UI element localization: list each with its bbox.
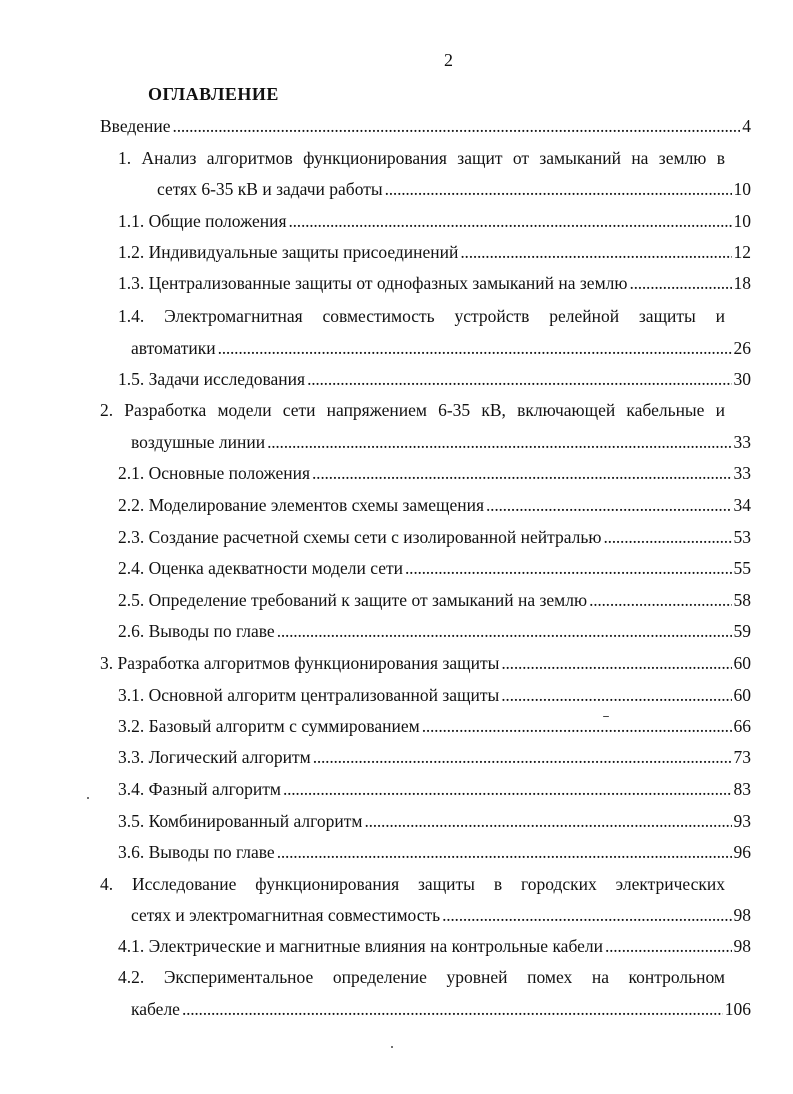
- dot-leader: [385, 178, 732, 200]
- toc-entry-page: 30: [733, 369, 751, 389]
- toc-entry-title: 3.2. Базовый алгоритм с суммированием: [118, 716, 420, 736]
- toc-entry-1-1[interactable]: [118, 210, 751, 232]
- dot-leader: [603, 526, 731, 548]
- toc-entry-page: 53: [733, 527, 751, 547]
- toc-entry-title: 2.3. Создание расчетной схемы сети с изолированной нейтралью: [118, 527, 602, 547]
- dot-leader: [589, 589, 731, 611]
- toc-entry-title: 2.4. Оценка адекватности модели сети: [118, 558, 404, 578]
- toc-entry-2-1[interactable]: [118, 462, 751, 484]
- toc-entry-1-2[interactable]: [118, 241, 751, 263]
- toc-entry-4-1[interactable]: [118, 935, 751, 957]
- toc-entry-page: 59: [733, 621, 751, 641]
- toc-entry-chapter-4-cont[interactable]: [131, 904, 751, 926]
- toc-entry-title: 1.1. Общие положения: [118, 211, 287, 231]
- dot-leader: [501, 684, 731, 706]
- toc-entry-intro[interactable]: [100, 115, 751, 137]
- toc-entry-1-4-cont[interactable]: [131, 337, 751, 359]
- toc-entry-title: 3.6. Выводы по главе: [118, 842, 275, 862]
- toc-entry-title-continued: автоматики: [131, 338, 216, 358]
- dot-leader: [182, 998, 723, 1020]
- toc-entry-page: 66: [733, 716, 751, 736]
- toc-entry-chapter-4[interactable]: [100, 873, 725, 895]
- toc-entry-title: 4.2. Экспериментальное определение уровней помех на контрольном: [118, 967, 725, 987]
- toc-entry-page: 60: [733, 685, 751, 705]
- dot-leader: [442, 904, 731, 926]
- dot-leader: [283, 778, 732, 800]
- toc-heading: ОГЛАВЛЕНИЕ: [148, 84, 279, 104]
- toc-entry-page: 33: [733, 432, 751, 452]
- toc-entry-2-5[interactable]: [118, 589, 751, 611]
- toc-entry-chapter-1-cont[interactable]: [157, 178, 751, 200]
- toc-entry-4-2-cont[interactable]: [131, 998, 751, 1020]
- dot-leader: [312, 462, 731, 484]
- dot-leader: [501, 652, 731, 674]
- toc-entry-3-4[interactable]: [118, 778, 751, 800]
- toc-entry-page: 73: [733, 747, 751, 767]
- toc-entry-title: 3.1. Основной алгоритм централизованной защиты: [118, 685, 500, 705]
- toc-entry-1-4[interactable]: [118, 305, 725, 327]
- page-number: 2: [444, 50, 453, 70]
- toc-entry-title: 1. Анализ алгоритмов функционирования защит от замыканий на землю в: [118, 148, 725, 168]
- toc-entry-page: 10: [733, 179, 751, 199]
- scan-speck: [87, 797, 89, 799]
- toc-entry-title: 1.5. Задачи исследования: [118, 369, 306, 389]
- toc-entry-chapter-2-cont[interactable]: [131, 431, 751, 453]
- toc-entry-page: 98: [733, 905, 751, 925]
- scan-speck: [391, 1046, 393, 1048]
- dot-leader: [277, 620, 732, 642]
- toc-entry-3-1[interactable]: [118, 684, 751, 706]
- toc-entry-chapter-2[interactable]: [100, 399, 725, 421]
- toc-entry-chapter-3[interactable]: [100, 652, 751, 674]
- toc-entry-4-2[interactable]: [118, 966, 725, 988]
- toc-entry-1-5[interactable]: [118, 368, 751, 390]
- dot-leader: [313, 746, 732, 768]
- toc-entry-title: Введение: [100, 116, 171, 136]
- scan-speck: [603, 716, 609, 717]
- toc-entry-2-4[interactable]: [118, 557, 751, 579]
- dot-leader: [364, 810, 731, 832]
- toc-entry-title: 3.3. Логический алгоритм: [118, 747, 311, 767]
- toc-entry-page: 83: [733, 779, 751, 799]
- toc-entry-title: 3. Разработка алгоритмов функционирования защиты: [100, 653, 500, 673]
- toc-entry-title: 2.6. Выводы по главе: [118, 621, 275, 641]
- toc-entry-title: 3.4. Фазный алгоритм: [118, 779, 281, 799]
- dot-leader: [486, 494, 731, 516]
- toc-entry-2-2[interactable]: [118, 494, 751, 516]
- dot-leader: [307, 368, 731, 390]
- toc-entry-page: 58: [733, 590, 751, 610]
- toc-entry-page: 96: [733, 842, 751, 862]
- toc-entry-page: 60: [733, 653, 751, 673]
- toc-entry-title: 1.4. Электромагнитная совместимость устройств релейной защиты и: [118, 306, 725, 326]
- toc-entry-title-continued: кабеле: [131, 999, 180, 1019]
- dot-leader: [405, 557, 731, 579]
- dot-leader: [422, 715, 732, 737]
- toc-entry-page: 106: [724, 999, 751, 1019]
- toc-entry-page: 10: [733, 211, 751, 231]
- toc-entry-title: 1.3. Централизованные защиты от однофазных замыканий на землю: [118, 273, 628, 293]
- toc-entry-page: 26: [733, 338, 751, 358]
- toc-entry-page: 34: [733, 495, 751, 515]
- toc-entry-page: 55: [733, 558, 751, 578]
- toc-entry-3-5[interactable]: [118, 810, 751, 832]
- dot-leader: [629, 272, 731, 294]
- toc-entry-page: 4: [742, 116, 751, 136]
- toc-entry-page: 12: [733, 242, 751, 262]
- dot-leader: [173, 115, 741, 137]
- toc-entry-page: 93: [733, 811, 751, 831]
- dot-leader: [218, 337, 732, 359]
- toc-entry-page: 18: [733, 273, 751, 293]
- dot-leader: [277, 841, 732, 863]
- dot-leader: [605, 935, 732, 957]
- toc-entry-2-3[interactable]: [118, 526, 751, 548]
- toc-entry-2-6[interactable]: [118, 620, 751, 642]
- toc-entry-title: 3.5. Комбинированный алгоритм: [118, 811, 363, 831]
- toc-entry-title: 2.5. Определение требований к защите от замыканий на землю: [118, 590, 588, 610]
- toc-entry-page: 33: [733, 463, 751, 483]
- toc-entry-3-2[interactable]: [118, 715, 751, 737]
- toc-entry-title-continued: сетях и электромагнитная совместимость: [131, 905, 441, 925]
- toc-entry-title: 2. Разработка модели сети напряжением 6-35 кВ, включающей кабельные и: [100, 400, 725, 420]
- toc-entry-page: 98: [733, 936, 751, 956]
- toc-entry-title: 2.2. Моделирование элементов схемы замещения: [118, 495, 485, 515]
- toc-entry-3-3[interactable]: [118, 746, 751, 768]
- toc-entry-title-continued: сетях 6-35 кВ и задачи работы: [157, 179, 383, 199]
- toc-entry-title: 4. Исследование функционирования защиты в городских электрических: [100, 874, 725, 894]
- toc-entry-chapter-1[interactable]: [118, 147, 725, 169]
- toc-entry-title: 4.1. Электрические и магнитные влияния на контрольные кабели: [118, 936, 603, 956]
- toc-entry-title: 2.1. Основные положения: [118, 463, 311, 483]
- dot-leader: [460, 241, 731, 263]
- toc-entry-title: 1.2. Индивидуальные защиты присоединений: [118, 242, 459, 262]
- toc-entry-3-6[interactable]: [118, 841, 751, 863]
- dot-leader: [289, 210, 732, 232]
- toc-entry-title-continued: воздушные линии: [131, 432, 266, 452]
- dot-leader: [267, 431, 731, 453]
- toc-entry-1-3[interactable]: [118, 272, 751, 294]
